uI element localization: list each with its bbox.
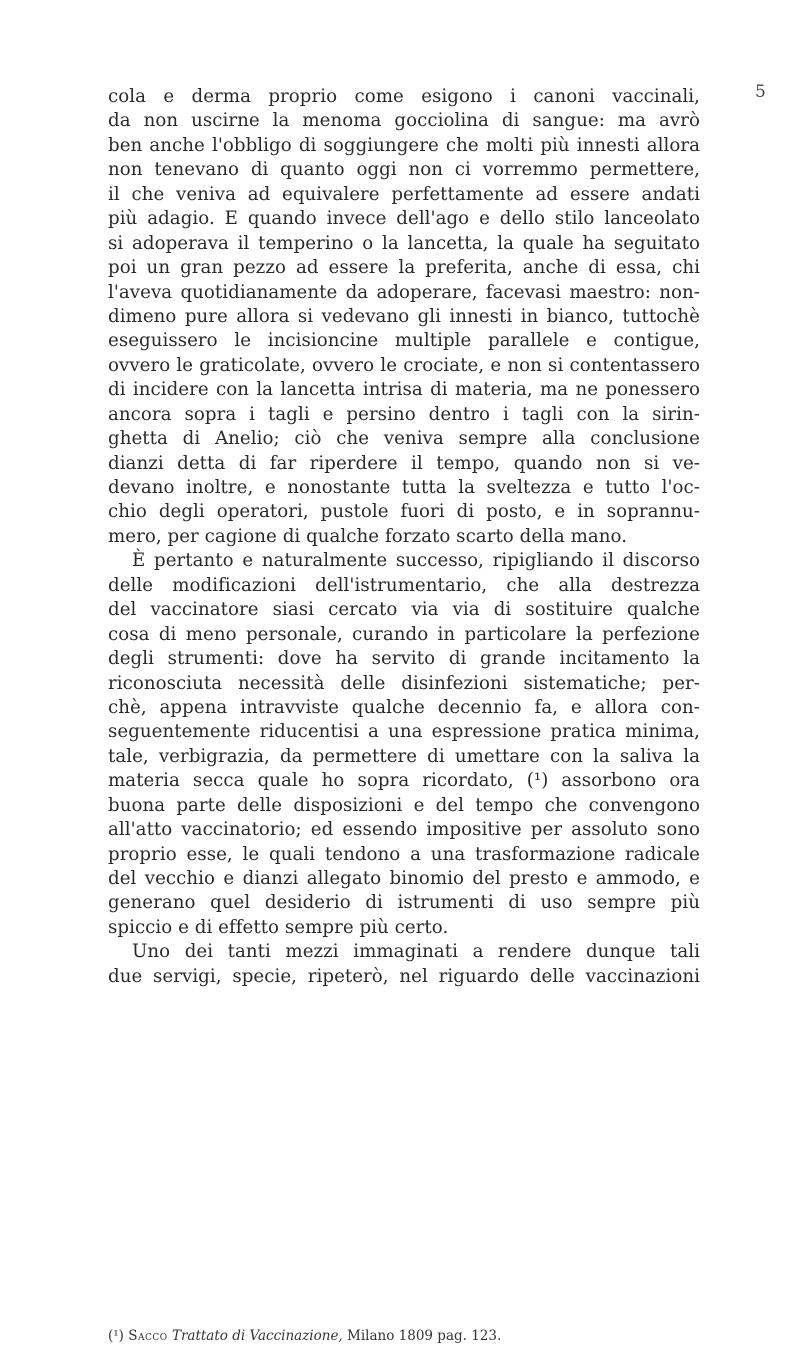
text-line: mero, per cagione di qualche forzato scarto della mano. — [108, 525, 628, 547]
text-line: cola e derma proprio come esigono i canoni vaccinali, — [108, 86, 700, 107]
text-line: da non uscirne la menoma gocciolina di sangue: ma avrò — [108, 110, 700, 132]
text-line: buona parte delle disposizioni e del tempo che convengono — [108, 794, 700, 816]
footnote-marker: (¹) — [108, 1328, 124, 1344]
text-line: si adoperava il temperino o la lancetta, la quale ha seguitato — [108, 232, 700, 254]
body-text — [108, 85, 700, 989]
text-line: È pertanto e naturalmente successo, ripigliando il discorso — [132, 550, 700, 572]
text-line: all'atto vaccinatorio; ed essendo impositive per assoluto sono — [108, 819, 700, 841]
text-line: il che veniva ad equivalere perfettamente ad essere andati — [108, 183, 700, 205]
text-line: ghetta di Anelio; ciò che veniva sempre alla conclusione — [108, 428, 700, 450]
text-line: generano quel desiderio di istrumenti di uso sempre più — [108, 892, 700, 914]
text-line: due servigi, specie, ripeterò, nel riguardo delle vaccinazioni — [108, 965, 700, 987]
text-line: del vecchio e dianzi allegato binomio del presto e ammodo, e — [108, 868, 700, 889]
text-line: chè, appena intravviste qualche decennio fa, e allora con- — [108, 696, 700, 718]
text-line: spiccio e di effetto sempre più certo. — [108, 916, 449, 938]
text-line: dianzi detta di far riperdere il tempo, quando non si ve- — [108, 452, 700, 474]
text-line: Uno dei tanti mezzi immaginati a rendere dunque tali — [132, 941, 700, 963]
text-line: tale, verbigrazia, da permettere di umettare con la saliva la — [108, 745, 700, 767]
text-line: cosa di meno personale, curando in particolare la perfezione — [108, 623, 700, 645]
footnote-author: Sacco — [128, 1328, 168, 1344]
text-line: dimeno pure allora si vedevano gli innesti in bianco, tuttochè — [108, 305, 700, 327]
text-line: delle modificazioni dell'istrumentario, che alla destrezza — [108, 574, 700, 596]
footnote-title: Trattato di Vaccinazione, — [171, 1328, 343, 1344]
footnote — [108, 1326, 700, 1346]
text-line: chio degli operatori, pustole fuori di posto, e in soprannu- — [108, 501, 700, 523]
text-line: proprio esse, le quali tendono a una trasformazione radicale — [108, 843, 700, 865]
text-line: ben anche l'obbligo di soggiungere che molti più innesti allora — [108, 134, 700, 156]
text-line: del vaccinatore siasi cercato via via di sostituire qualche — [108, 599, 700, 621]
text-line: di incidere con la lancetta intrisa di materia, ma ne ponessero — [108, 379, 700, 401]
text-line: eseguissero le incisioncine multiple parallele e contigue, — [108, 330, 700, 352]
text-line: più adagio. E quando invece dell'ago e dello stilo lanceolato — [108, 208, 700, 230]
footnote-rest: Milano 1809 pag. 123. — [347, 1328, 502, 1344]
text-line: non tenevano di quanto oggi non ci vorremmo permettere, — [108, 159, 700, 181]
text-line: seguentemente riducentisi a una espressione pratica minima, — [108, 721, 700, 743]
text-line: materia secca quale ho sopra ricordato, (¹) assorbono ora — [108, 770, 700, 792]
text-line: devano inoltre, e nonostante tutta la sveltezza e tutto l'oc- — [108, 477, 700, 498]
text-line: ancora sopra i tagli e persino dentro i tagli con la sirin- — [108, 403, 700, 425]
page-number: 5 — [755, 82, 766, 102]
text-line: degli strumenti: dove ha servito di grande incitamento la — [108, 648, 700, 670]
text-line: ovvero le graticolate, ovvero le crociate, e non si contentassero — [108, 354, 700, 376]
text-line: poi un gran pezzo ad essere la preferita, anche di essa, chi — [108, 257, 700, 279]
text-line: riconosciuta necessità delle disinfezioni sistematiche; per- — [108, 672, 700, 694]
text-line: l'aveva quotidianamente da adoperare, facevasi maestro: non- — [108, 281, 700, 303]
